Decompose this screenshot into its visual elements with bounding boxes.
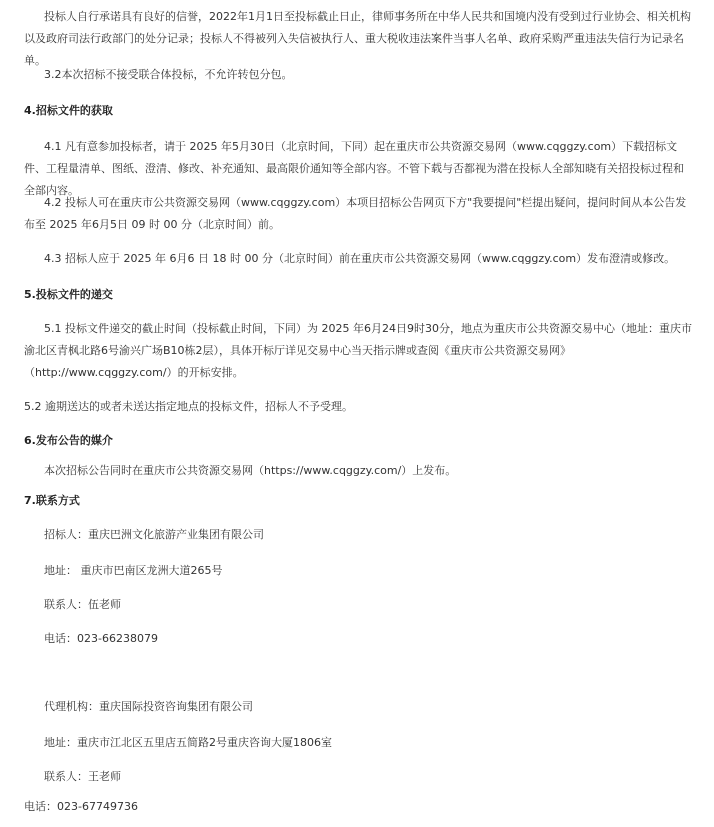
clause-3-2: 3.2本次招标不接受联合体投标，不允许转包分包。	[44, 68, 293, 81]
section-5-heading: 5.投标文件的递交	[24, 288, 113, 301]
clause-4-3: 4.3 招标人应于 2025 年 6月6 日 18 时 00 分（北京时间）前在重庆市公共资源交易网（www.cqggzy.com）发布澄清或修改。	[44, 252, 676, 265]
tenderer-name: 招标人：重庆巴洲文化旅游产业集团有限公司	[44, 528, 264, 541]
tenderer-contact: 联系人：伍老师	[44, 598, 121, 611]
section-4-heading: 4.招标文件的获取	[24, 104, 113, 117]
agency-name: 代理机构：重庆国际投资咨询集团有限公司	[44, 700, 253, 713]
agency-address: 地址：重庆市江北区五里店五简路2号重庆咨询大厦1806室	[44, 736, 332, 749]
section-7-heading: 7.联系方式	[24, 494, 80, 507]
tenderer-phone: 电话：023-66238079	[44, 632, 158, 645]
clause-4-1: 4.1 凡有意参加投标者，请于 2025 年5月30日（北京时间，下同）起在重庆市公共资源交易网（www.cqggzy.com）下载招标文件、工程量清单、图纸、澄清、修改、补充通知、最高限价通知等全部内容。不管下载与否都视为潜在投标人全部知晓有关招投标过程和全部内容。	[24, 140, 684, 197]
agency-contact: 联系人：王老师	[44, 770, 121, 783]
section-6-text: 本次招标公告同时在重庆市公共资源交易网（https://www.cqggzy.com/）上发布。	[44, 464, 457, 477]
agency-phone: 电话：023-67749736	[24, 800, 138, 813]
tenderer-address: 地址： 重庆市巴南区龙洲大道265号	[44, 564, 223, 577]
clause-4-2: 4.2 投标人可在重庆市公共资源交易网（www.cqggzy.com）本项目招标公告网页下方"我要提问"栏提出疑问，提问时间从本公告发布至 2025 年6月5日 09 时 00 分（北京时间）前。	[24, 196, 687, 231]
clause-5-2: 5.2 逾期送达的或者未送达指定地点的投标文件，招标人不予受理。	[24, 400, 353, 413]
section-6-heading: 6.发布公告的媒介	[24, 434, 113, 447]
clause-5-1: 5.1 投标文件递交的截止时间（投标截止时间，下同）为 2025 年6月24日9时30分，地点为重庆市公共资源交易中心（地址：重庆市渝北区青枫北路6号渝兴广场B10栋2层），具体开标厅详见交易中心当天指示牌或查阅《重庆市公共资源交易网》（http://www.cqggzy.com/）的开标安排。	[24, 322, 692, 379]
integrity-paragraph: 投标人自行承诺具有良好的信誉，2022年1月1日至投标截止日止，律师事务所在中华人民共和国境内没有受到过行业协会、相关机构以及政府司法行政部门的处分记录；投标人不得被列入失信被执行人、重大税收违法案件当事人名单、政府采购严重违法失信行为记录名单。	[24, 10, 691, 67]
